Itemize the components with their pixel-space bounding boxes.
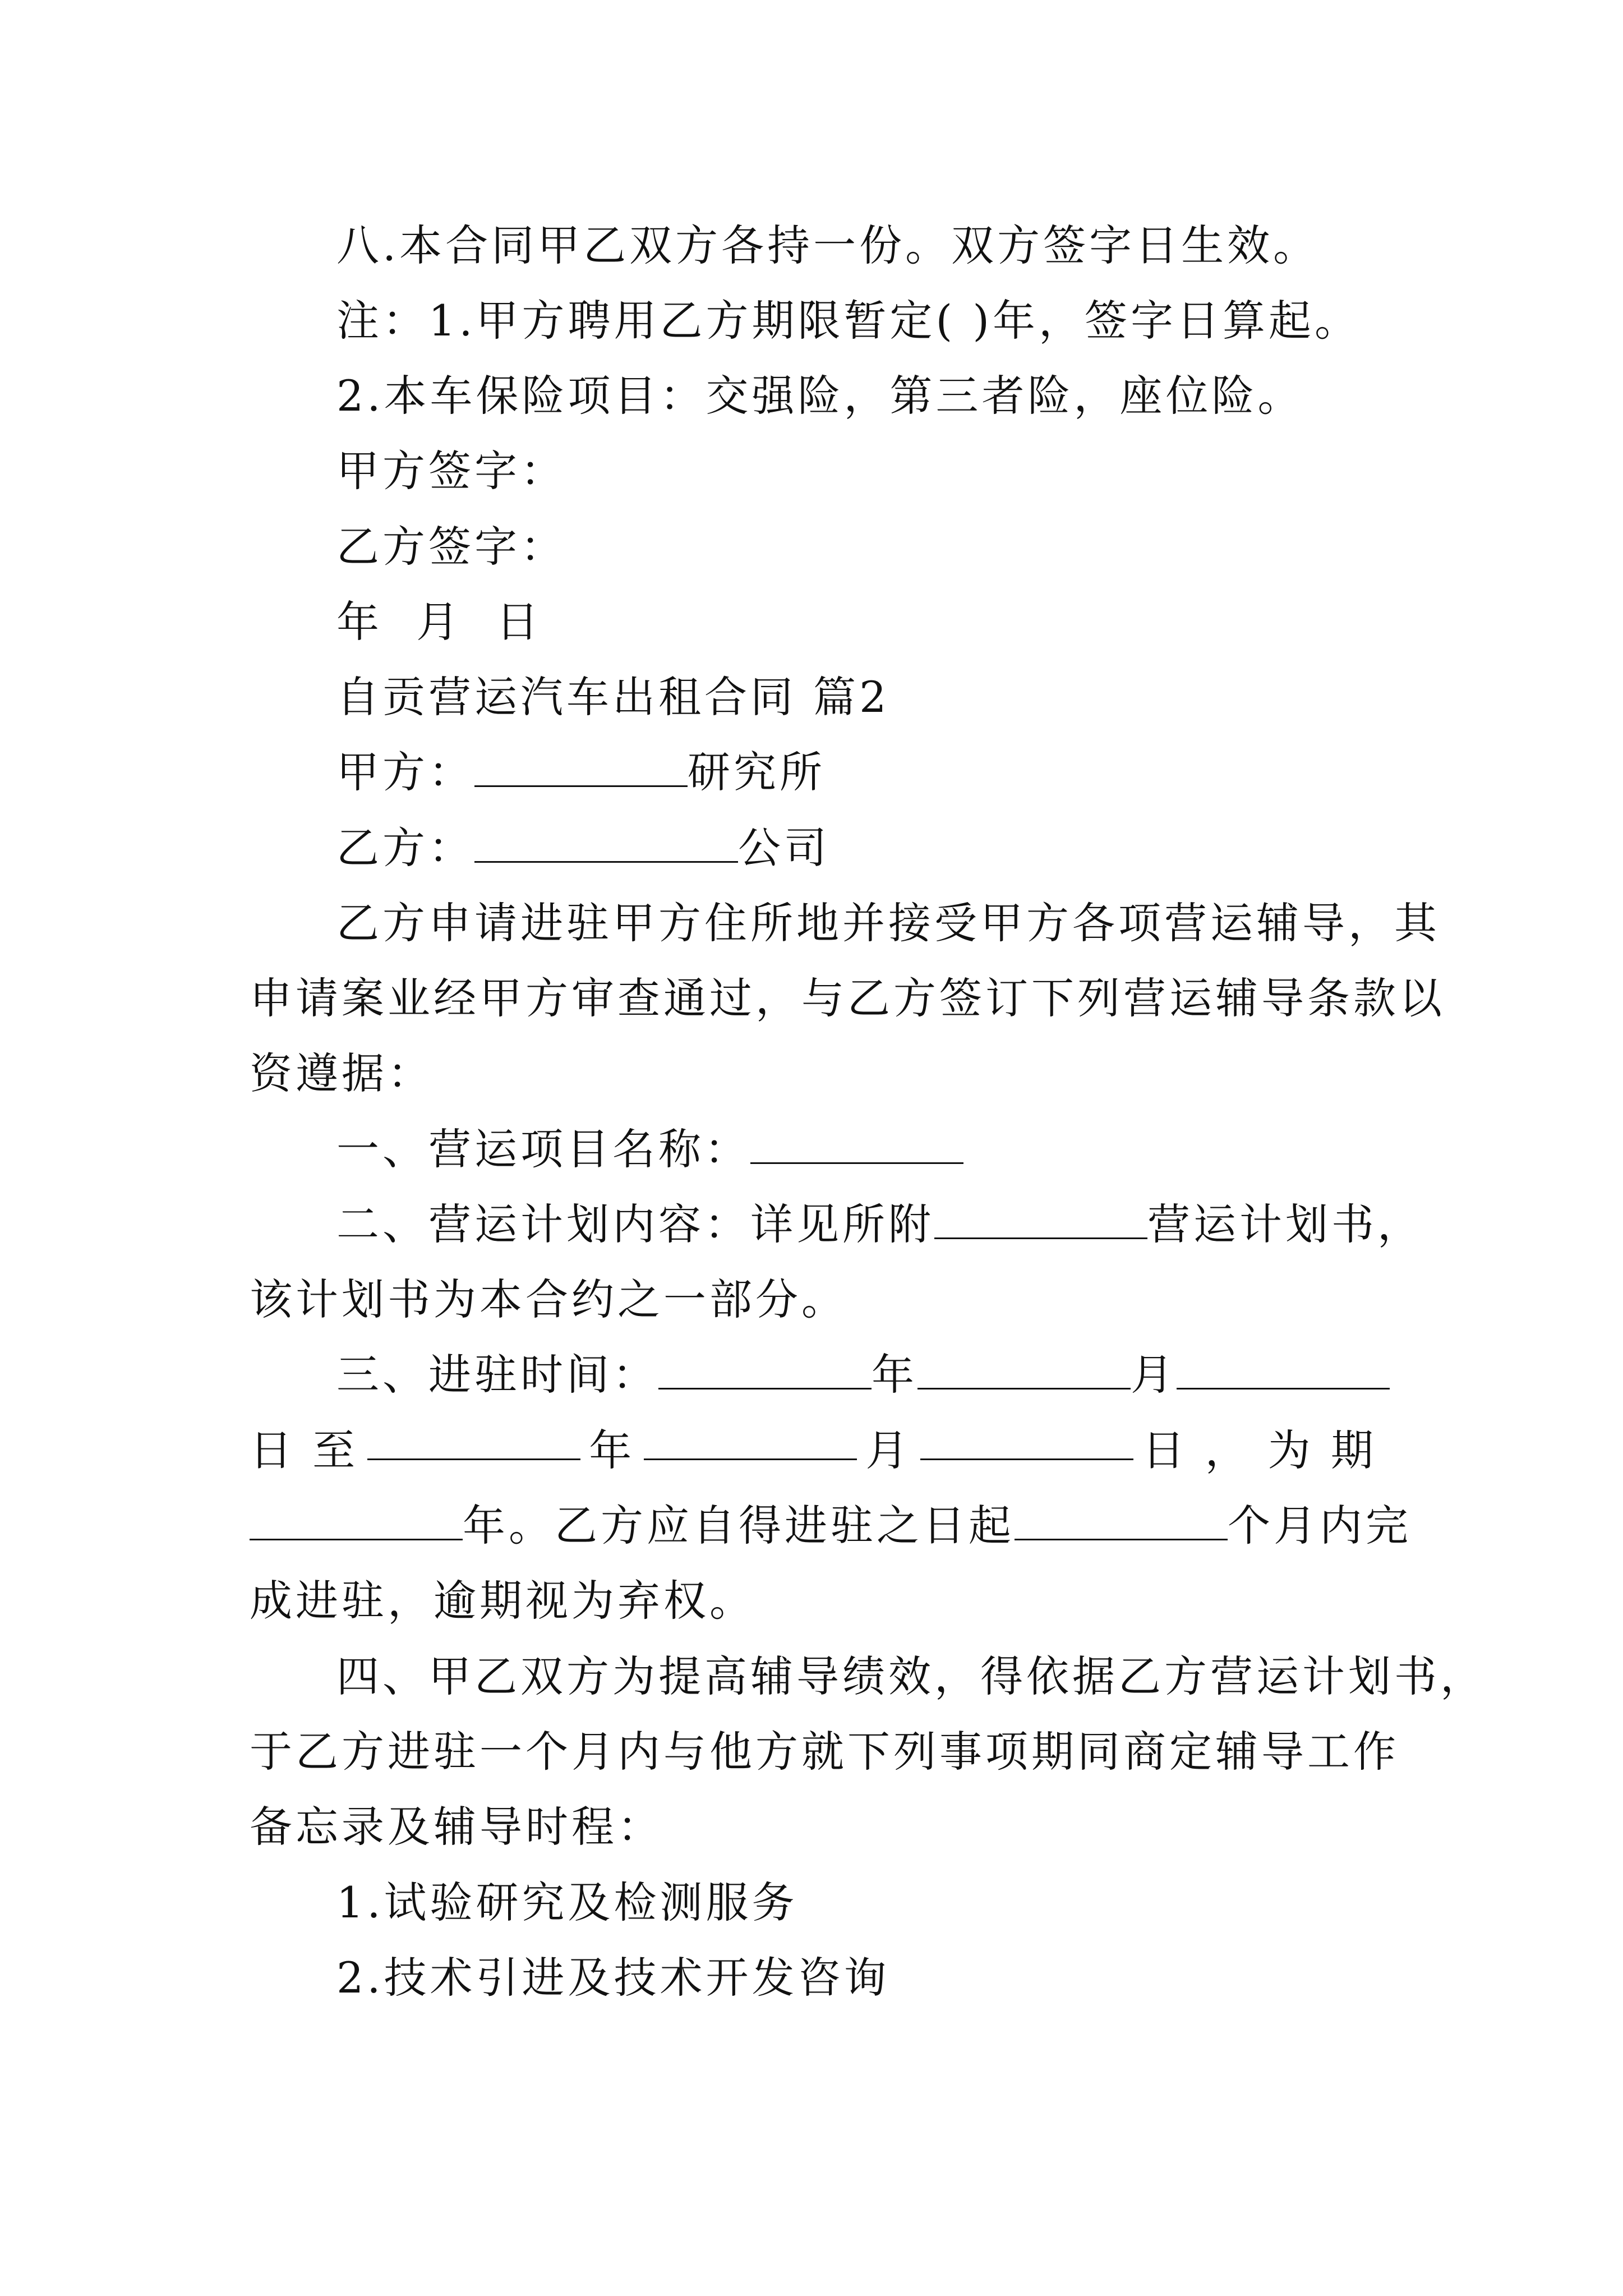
party-a-suffix: 研究所 xyxy=(688,747,826,797)
start-month-blank xyxy=(917,1354,1131,1389)
date-line: 年 月 日 xyxy=(336,597,542,647)
item-3-line xyxy=(336,1349,1390,1401)
clause-8: 八.本合同甲乙双方各持一份。双方签字日生效。 xyxy=(336,220,1320,270)
months-blank xyxy=(1015,1505,1228,1540)
sub-item-1: 1.试验研究及检测服务 xyxy=(336,1878,798,1927)
item-3-line-4: 成进驻，逾期视为弃权。 xyxy=(250,1576,755,1626)
end-month-label: 月 xyxy=(865,1425,912,1475)
paragraph-intro-line-3: 资遵据： xyxy=(250,1048,434,1098)
item-2-continuation: 该计划书为本合约之一部分。 xyxy=(250,1274,847,1324)
end-year-blank xyxy=(367,1425,580,1460)
start-day-blank xyxy=(1177,1354,1390,1389)
party-a-signature-label: 甲方签字： xyxy=(336,446,566,496)
paragraph-intro-line-2: 申请案业经甲方审查通过，与乙方签订下列营运辅导条款以 xyxy=(250,973,1445,1023)
start-year-blank xyxy=(658,1354,872,1389)
item-4-line-1: 四、甲乙双方为提高辅导绩效，得依据乙方营运计划书， xyxy=(336,1651,1486,1701)
months-text: 个月内完 xyxy=(1228,1501,1412,1550)
plan-blank xyxy=(934,1204,1147,1239)
item-3-line-2 xyxy=(250,1425,1377,1476)
item-2-line xyxy=(336,1199,1423,1250)
item-2-label: 二、营运计划内容：详见所附 xyxy=(336,1199,934,1249)
sub-item-2: 2.技术引进及技术开发咨询 xyxy=(336,1953,890,2003)
party-b-blank xyxy=(474,827,738,863)
party-a-label: 甲方： xyxy=(336,747,474,797)
item-4-line-3: 备忘录及辅导时程： xyxy=(250,1802,663,1852)
term-text: 年。乙方应自得进驻之日起 xyxy=(463,1501,1015,1550)
party-b-label: 乙方： xyxy=(336,823,474,873)
day-to-label: 日 至 xyxy=(250,1425,359,1475)
term-label: 日 ， 为 期 xyxy=(1142,1425,1377,1475)
party-b-suffix: 公司 xyxy=(738,823,830,873)
party-a-line xyxy=(336,747,826,798)
item-4-line-2: 于乙方进驻一个月内与他方就下列事项期同商定辅导工作 xyxy=(250,1727,1399,1777)
year-label: 年 xyxy=(872,1350,917,1400)
party-b-signature-label: 乙方签字： xyxy=(336,522,566,572)
section-title: 自贡营运汽车出租合同 篇2 xyxy=(336,672,890,722)
item-1-label: 一、营运项目名称： xyxy=(336,1124,750,1174)
month-label: 月 xyxy=(1131,1350,1177,1400)
end-day-blank xyxy=(920,1425,1133,1460)
item-3-label: 三、进驻时间： xyxy=(336,1350,658,1400)
party-a-blank xyxy=(474,752,688,787)
paragraph-intro-line-1: 乙方申请进驻甲方住所地并接受甲方各项营运辅导，其 xyxy=(336,898,1440,948)
item-3-line-3 xyxy=(250,1500,1412,1552)
item-2-suffix: 营运计划书， xyxy=(1147,1199,1423,1249)
end-month-blank xyxy=(644,1425,857,1460)
note-1: 注：1.甲方聘用乙方期限暂定( )年，签字日算起。 xyxy=(336,296,1361,346)
note-2: 2.本车保险项目：交强险，第三者险，座位险。 xyxy=(336,371,1304,421)
project-name-blank xyxy=(750,1129,963,1164)
end-year-label: 年 xyxy=(589,1425,635,1475)
term-years-blank xyxy=(250,1505,463,1540)
party-b-line xyxy=(336,822,830,874)
item-1-line xyxy=(336,1124,963,1175)
